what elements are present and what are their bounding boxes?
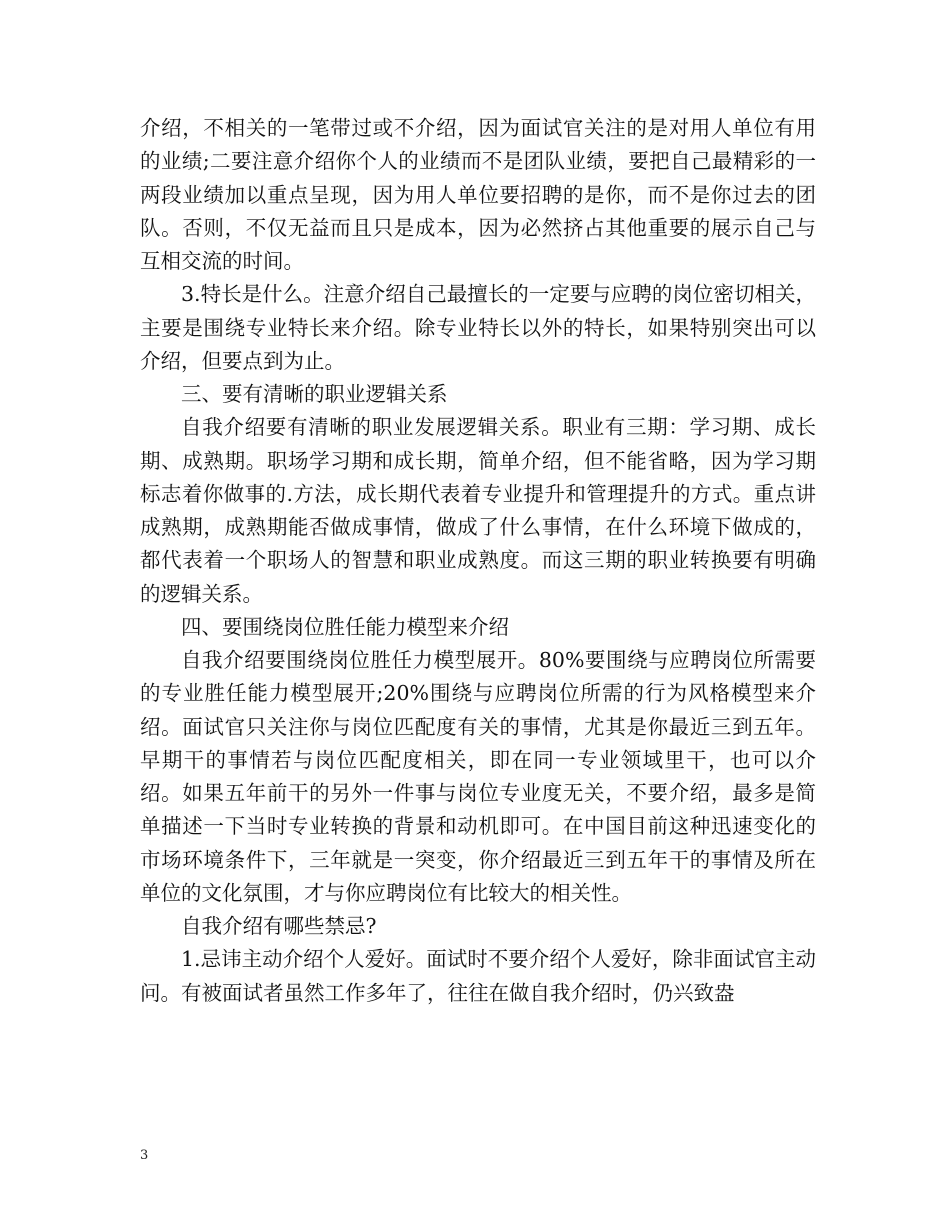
section-heading-competency-model: 四、要围绕岗位胜任能力模型来介绍 [181, 614, 509, 639]
paragraph-taboo-hobbies: 1.忌讳主动介绍个人爱好。面试时不要介绍个人爱好，除非面试官主动问。有被面试者虽然工作多年了，往往在做自我介绍时，仍兴致盎 [140, 947, 816, 1005]
section-heading-taboos: 自我介绍有哪些禁忌? [181, 914, 377, 938]
paragraph-career-logic: 自我介绍要有清晰的职业发展逻辑关系。职业有三期：学习期、成长期、成熟期。职场学习期和成长期，简单介绍，但不能省略，因为学习期标志着你做事的.方法，成长期代表着专业提升和管理提升的方式。重点讲成熟期，成熟期能否做成事情，做成了什么事情，在什么环境下做成的，都代表着一个职场人的智慧和职业成熟度。而这三期的职业转换要有明确的逻辑关系。 [140, 415, 816, 606]
paragraph-competency-model: 自我介绍要围绕岗位胜任力模型展开。80%要围绕与应聘岗位所需要的专业胜任能力模型展开;20%围绕与应聘岗位所需的行为风格模型来介绍。面试官只关注你与岗位匹配度有关的事情，尤其是你最近三到五年。早期干的事情若与岗位匹配度相关，即在同一专业领域里干，也可以介绍。如果五年前干的另外一件事与岗位专业度无关，不要介绍，最多是简单描述一下当时专业转换的背景和动机即可。在中国目前这种迅速变化的市场环境条件下，三年就是一突变，你介绍最近三到五年干的事情及所在单位的文化氛围，才与你应聘岗位有比较大的相关性。 [140, 648, 816, 905]
paragraph-specialty: 3.特长是什么。注意介绍自己最擅长的一定要与应聘的岗位密切相关，主要是围绕专业特长来介绍。除专业特长以外的特长，如果特别突出可以介绍，但要点到为止。 [140, 282, 816, 373]
page-number: 3 [140, 1148, 149, 1163]
paragraph-continuation: 介绍，不相关的一笔带过或不介绍，因为面试官关注的是对用人单位有用的业绩;二要注意介绍你个人的业绩而不是团队业绩，要把自己最精彩的一两段业绩加以重点呈现，因为用人单位要招聘的是你，而不是你过去的团队。否则，不仅无益而且只是成本，因为必然挤占其他重要的展示自己与互相交流的时间。 [140, 116, 816, 273]
section-heading-career-logic: 三、要有清晰的职业逻辑关系 [181, 382, 448, 406]
document-body [140, 112, 816, 1010]
